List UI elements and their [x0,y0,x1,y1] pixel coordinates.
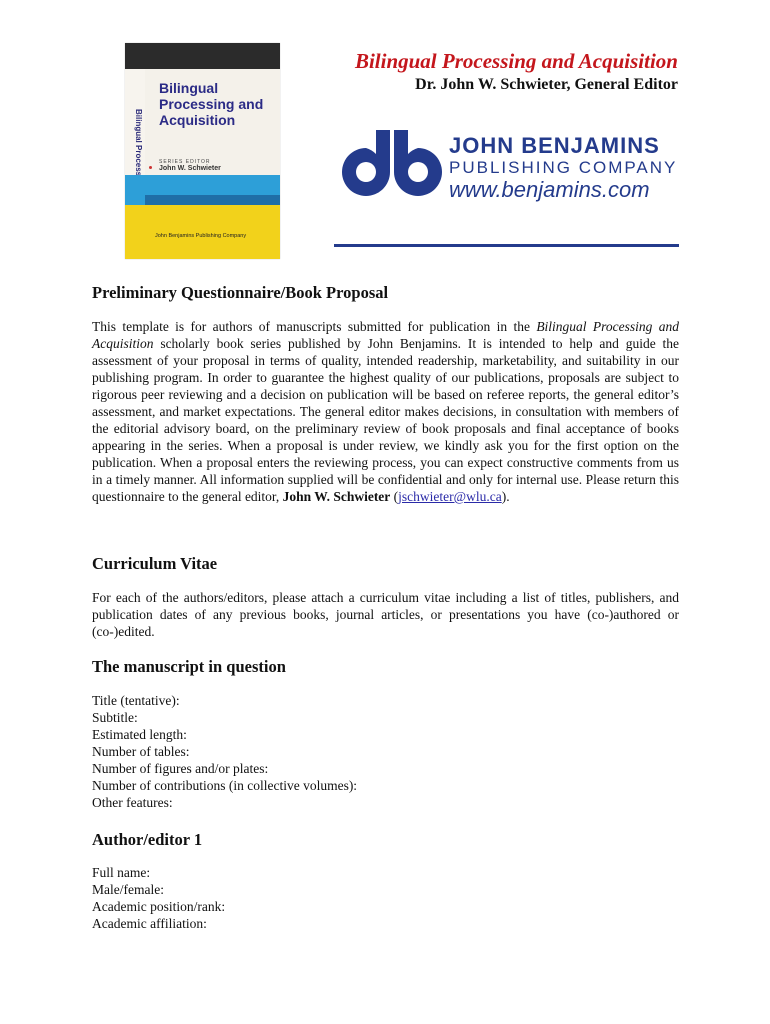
proposal-paragraph: This template is for authors of manuscripts submitted for publication in the Bilingual Processing and Acquisition scholarly book series published by John Benjamins. It is intended to help and guide the assessment of your proposal in terms of quality, intended readership, marketability, and suitability in our publishing program. In order to guarantee the highest quality of our publications, proposals are subject to rigorous peer reviewing and a decision on publication will be based on referee reports, the general editor’s assessment, and market expectations. The general editor makes decisions, in consultation with members of the editorial advisory board, on the preliminary review of book proposals and final acceptance of books appearing in the series. When a proposal is under review, we kindly ask you for the first option on the publication. When a proposal enters the reviewing process, you can expect constructive comments from us in a timely manner. All information supplied will be confidential and only for internal use. Please return this questionnaire to the general editor, John W. Schwieter (jschwieter@wlu.ca). [92,319,679,504]
series-name-italic: Bilingual Processing and Acquisition [92,319,679,351]
field-academic-affiliation: Academic affiliation: [92,916,207,931]
cv-heading: Curriculum Vitae [92,554,218,573]
publisher-db-logo-icon [338,128,444,204]
field-full-name: Full name: [92,865,151,880]
series-title: Bilingual Processing and Acquisition [354,49,678,73]
book-cover [125,43,280,259]
cover-series-editor-label: SERIES EDITOR [159,159,211,165]
manuscript-heading: The manuscript in question [92,657,286,676]
field-other-features: Other features: [92,795,173,810]
field-title: Title (tentative): [92,693,180,708]
cover-editor-name: John W. Schwieter [159,165,221,172]
publisher-name: JOHN BENJAMINS [449,133,660,158]
author-fields [92,864,225,932]
header-divider [334,244,679,247]
cv-paragraph: For each of the authors/editors, please attach a curriculum vitae including a list of titles, publishers, and publication dates of any previous books, journal articles, or presentations you have (co-)authored or (co-)edited. [92,590,679,639]
editor-name-bold: John W. Schwieter [282,489,391,504]
cover-dot-icon [149,166,152,169]
proposal-heading: Preliminary Questionnaire/Book Proposal [92,283,389,302]
email-link[interactable]: jschwieter@wlu.ca [398,489,502,504]
cover-top-bar [125,43,280,69]
manuscript-fields [92,692,357,811]
cover-yellow-band [125,205,280,259]
publisher-url[interactable]: www.benjamins.com [449,177,650,202]
author-heading: Author/editor 1 [92,830,203,849]
field-male-female: Male/female: [92,882,164,897]
field-number-of-tables: Number of tables: [92,744,190,759]
field-number-of-contributions: Number of contributions (in collective volumes): [92,778,358,793]
field-academic-position: Academic position/rank: [92,899,226,914]
field-subtitle: Subtitle: [92,710,138,725]
publisher-subtitle: PUBLISHING COMPANY [449,158,678,177]
field-estimated-length: Estimated length: [92,727,187,742]
cover-dark-band [145,195,280,205]
cover-title: Bilingual Processing and Acquisition [159,80,264,128]
cover-publisher: John Benjamins Publishing Company [155,233,247,239]
general-editor: Dr. John W. Schwieter, General Editor [415,76,678,93]
field-number-of-figures: Number of figures and/or plates: [92,761,269,776]
